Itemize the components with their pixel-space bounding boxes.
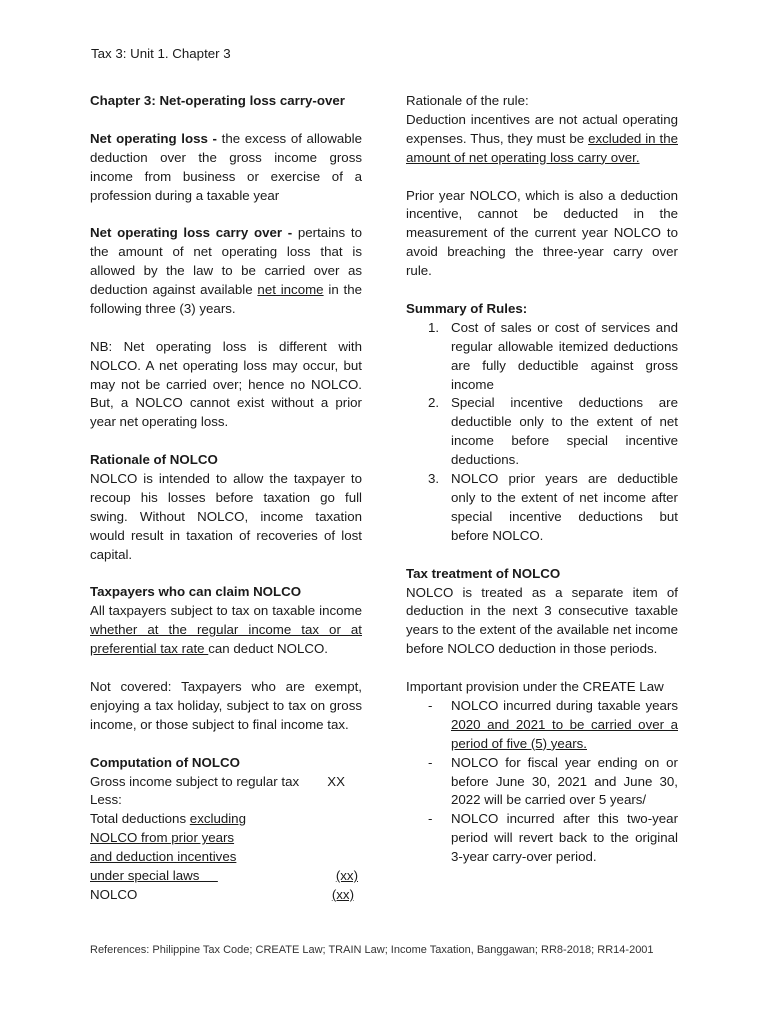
comp-row-deduction-incentives: and deduction incentives <box>90 849 237 865</box>
comp-row-nolco: NOLCO (xx) <box>90 886 354 902</box>
create-heading: Important provision under the CREATE Law <box>406 679 664 695</box>
computation-heading: Computation of NOLCO <box>90 754 240 770</box>
nolco-definition: Net operating loss carry over - pertains to the amount of net operating loss that is allowed by the law to be carried over as deduction against available net income in the following three (3) years. <box>90 225 362 316</box>
chapter-title: Chapter 3: Net-operating loss carry-over <box>90 93 345 108</box>
right-column <box>406 92 678 886</box>
left-column <box>90 92 362 905</box>
list-item: 1. Cost of sales or cost of services and regular allowable itemized deductions are fully deductible against gross income <box>428 319 678 392</box>
treatment-heading: Tax treatment of NOLCO <box>406 565 561 581</box>
deduction-rationale: Rationale of the rule: Deduction incentives are not actual operating expenses. Thus, they must be excluded in the amount of net operating loss carry over. <box>406 93 678 165</box>
list-item: - NOLCO incurred during taxable years 2020 and 2021 to be carried over a period of five (5) years. <box>428 697 678 751</box>
summary-section <box>406 300 678 546</box>
rationale-section: Rationale of NOLCO NOLCO is intended to allow the taxpayer to recoup his losses before taxation go full swing. Without NOLCO, income taxation would result in taxation of recoveries of lost capital. <box>90 452 362 562</box>
taxpayers-section: Taxpayers who can claim NOLCO All taxpayers subject to tax on taxable income whether at the regular income tax or at preferential tax rate can deduct NOLCO. <box>90 584 362 657</box>
summary-list <box>406 319 678 546</box>
comp-row-special-laws: under special laws (xx) <box>90 867 358 883</box>
page-header: Tax 3: Unit 1. Chapter 3 <box>91 46 231 61</box>
summary-heading: Summary of Rules: <box>406 300 528 316</box>
list-item: - NOLCO for fiscal year ending on or before June 30, 2021 and June 30, 2022 will be carried over 5 years/ <box>428 754 678 808</box>
rationale-heading: Rationale of NOLCO <box>90 452 218 468</box>
comp-row-nolco-prior: NOLCO from prior years <box>90 830 235 846</box>
computation-section <box>90 754 362 905</box>
list-item: - NOLCO incurred after this two-year period will revert back to the original 3-year carry-over period. <box>428 811 678 865</box>
create-law-section <box>406 678 678 867</box>
create-list <box>406 697 678 867</box>
comp-row-gross-income: Gross income subject to regular tax XX <box>90 773 345 789</box>
comp-row-total-deductions: Total deductions excluding <box>90 811 246 827</box>
list-item: 2. Special incentive deductions are deductible only to the extent of net income before special incentive deductions. <box>428 395 678 468</box>
nb-note: NB: Net operating loss is different with NOLCO. A net operating loss may occur, but may not be carried over; hence no NOLCO. But, a NOLCO cannot exist without a prior year net operating loss. <box>90 338 362 430</box>
not-covered-note: Not covered: Taxpayers who are exempt, enjoying a tax holiday, subject to tax on gross income, or those subject to final income tax. <box>90 679 362 732</box>
treatment-section: Tax treatment of NOLCO NOLCO is treated as a separate item of deduction in the next 3 consecutive taxable years to the extent of the available net income before NOLCO deduction in those periods. <box>406 565 678 657</box>
taxpayers-heading: Taxpayers who can claim NOLCO <box>90 584 302 600</box>
list-item: 3. NOLCO prior years are deductible only to the extent of net income after special incentive deductions but before NOLCO. <box>428 471 678 543</box>
prior-year-note: Prior year NOLCO, which is also a deduction incentive, cannot be deducted in the measurement of the current year NOLCO to avoid breaching the three-year carry over rule. <box>406 187 678 279</box>
references-footer: References: Philippine Tax Code; CREATE Law; TRAIN Law; Income Taxation, Banggawan; RR8-2018; RR14-2001 <box>90 944 654 956</box>
nol-definition: Net operating loss - the excess of allowable deduction over the gross income gross income from business or exercise of a profession during a taxable year <box>90 130 362 203</box>
comp-row-less: Less: <box>90 792 122 808</box>
